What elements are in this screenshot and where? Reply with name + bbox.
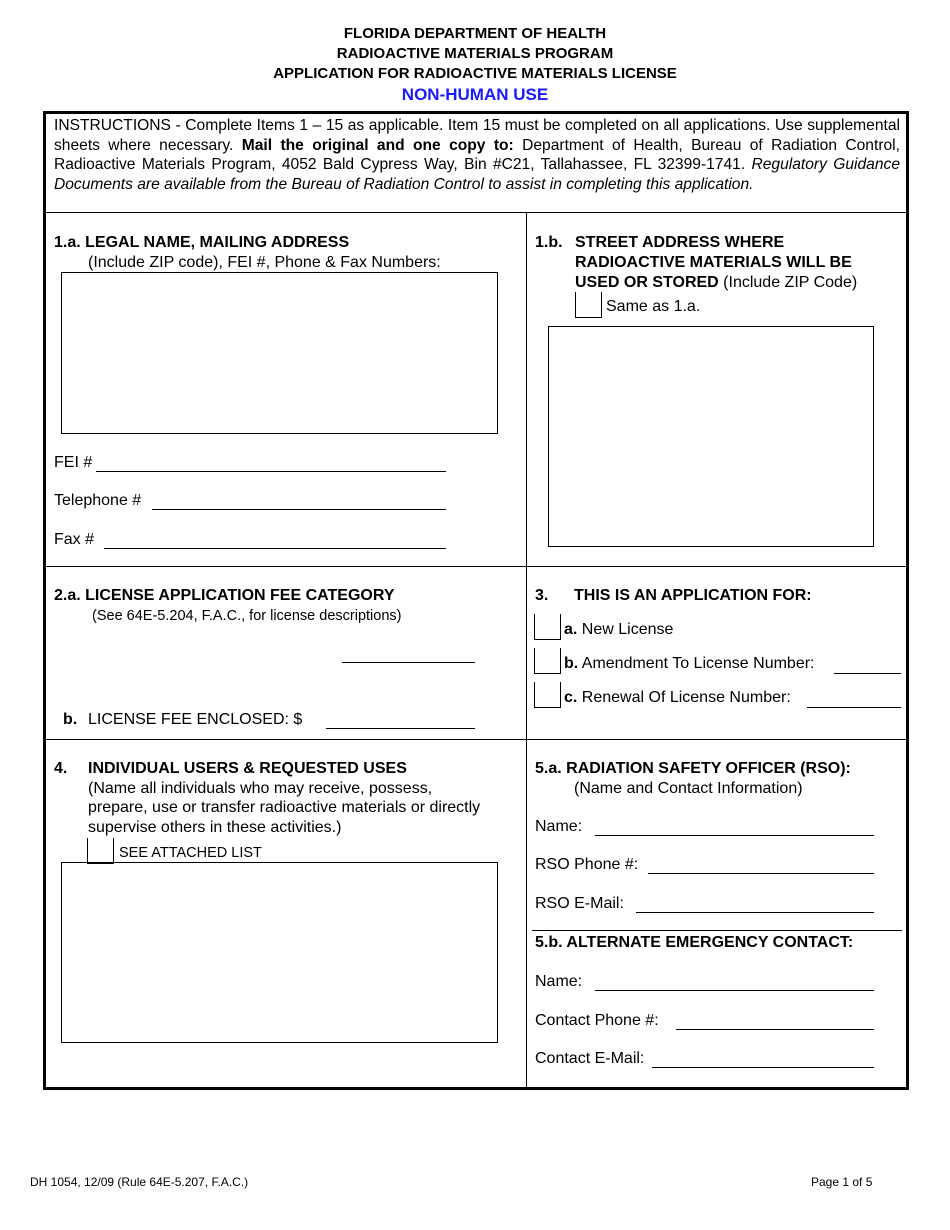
s1b-title-line2: RADIOACTIVE MATERIALS WILL BE [575, 254, 852, 271]
divider-h1 [46, 212, 906, 213]
license-fee-label: LICENSE FEE ENCLOSED: $ [88, 711, 303, 728]
s5a-title: 5.a. RADIATION SAFETY OFFICER (RSO): [535, 760, 851, 777]
option-c-letter: c. [564, 689, 578, 706]
rso-name-label: Name: [535, 818, 583, 835]
contact-email-label: Contact E-Mail: [535, 1050, 645, 1067]
divider-v [526, 213, 527, 1087]
header-subtitle: NON-HUMAN USE [401, 85, 549, 104]
contact-name-label: Name: [535, 973, 583, 990]
rso-phone-label: RSO Phone #: [535, 856, 639, 873]
fax-label: Fax # [54, 531, 95, 548]
fax-field[interactable] [104, 530, 446, 549]
s1a-subtitle: (Include ZIP code), FEI #, Phone & Fax Numbers: [88, 254, 441, 271]
s2b-letter: b. [63, 711, 78, 728]
s3-number: 3. [535, 587, 549, 604]
amendment-checkbox[interactable] [534, 648, 561, 674]
instructions-text-2: Department of Health, Bureau of Radiation Control, Radioactive Materials Program, 4052 Bald Cypress Way, Bin #C21, Tallahassee, FL 32399-1741. [54, 136, 900, 173]
s4-line1: (Name all individuals who may receive, possess, [88, 780, 433, 797]
header-program: RADIOACTIVE MATERIALS PROGRAM [336, 45, 614, 62]
renewal-label: Renewal Of License Number: [577, 689, 791, 706]
renewal-license-number-field[interactable] [807, 689, 901, 708]
s1a-title: 1.a. LEGAL NAME, MAILING ADDRESS [54, 234, 350, 251]
s2a-title: 2.a. LICENSE APPLICATION FEE CATEGORY [54, 587, 395, 604]
s1b-title-line3: USED OR STORED [575, 274, 719, 291]
contact-email-field[interactable] [652, 1049, 874, 1068]
instructions-text-1: INSTRUCTIONS - Complete Items 1 – 15 as applicable. Item 15 must be completed on all applications. Use supplemental sheets where necessary. [54, 117, 900, 154]
instructions-guidance: Regulatory Guidance Documents are available from the Bureau of Radiation Control to assist in completing this application. [54, 156, 900, 193]
instructions-mail-label: Mail the original and one copy to: [241, 136, 514, 154]
s3-title: THIS IS AN APPLICATION FOR: [574, 587, 812, 604]
legal-name-address-box[interactable] [61, 272, 498, 434]
s5a-subtitle: (Name and Contact Information) [574, 780, 803, 797]
new-license-checkbox[interactable] [534, 614, 561, 640]
rso-name-field[interactable] [595, 817, 874, 836]
s4-line2: prepare, use or transfer radioactive materials or directly [88, 799, 481, 816]
divider-5b [532, 930, 902, 931]
option-a-letter: a. [564, 621, 578, 638]
fee-category-field[interactable] [342, 644, 475, 663]
rso-email-field[interactable] [636, 894, 874, 913]
s5b-title: 5.b. ALTERNATE EMERGENCY CONTACT: [535, 934, 854, 951]
s1b-zip-note: (Include ZIP Code) [718, 274, 858, 291]
s2a-subtitle: (See 64E-5.204, F.A.C., for license descriptions) [92, 608, 402, 624]
s4-line3: supervise others in these activities.) [88, 819, 342, 836]
fei-field[interactable] [96, 453, 446, 472]
rso-phone-field[interactable] [648, 855, 874, 874]
same-as-1a-label: Same as 1.a. [606, 298, 701, 315]
instructions [54, 116, 900, 194]
divider-h2 [46, 566, 906, 567]
see-attached-list-label: SEE ATTACHED LIST [119, 845, 262, 861]
same-as-1a-checkbox[interactable] [575, 292, 602, 318]
form-header [0, 24, 950, 106]
street-address-box[interactable] [548, 326, 874, 547]
fei-label: FEI # [54, 454, 93, 471]
license-fee-field[interactable] [326, 710, 475, 729]
contact-phone-field[interactable] [676, 1011, 874, 1030]
new-license-label: New License [577, 621, 674, 638]
contact-name-field[interactable] [595, 972, 874, 991]
s4-number: 4. [54, 760, 68, 777]
s1b-title-line1: STREET ADDRESS WHERE [575, 234, 785, 251]
amendment-license-number-field[interactable] [834, 655, 901, 674]
option-b-letter: b. [564, 655, 579, 672]
individual-users-box[interactable] [61, 862, 498, 1043]
divider-h3 [46, 739, 906, 740]
form-id: DH 1054, 12/09 (Rule 64E-5.207, F.A.C.) [30, 1175, 249, 1189]
header-form-title: APPLICATION FOR RADIOACTIVE MATERIALS LICENSE [273, 65, 677, 82]
amendment-label: Amendment To License Number: [578, 655, 815, 672]
s1b-number: 1.b. [535, 234, 563, 251]
see-attached-list-checkbox[interactable] [87, 838, 114, 864]
contact-phone-label: Contact Phone #: [535, 1012, 659, 1029]
telephone-field[interactable] [152, 491, 446, 510]
s4-title: INDIVIDUAL USERS & REQUESTED USES [88, 760, 407, 777]
renewal-checkbox[interactable] [534, 682, 561, 708]
rso-email-label: RSO E-Mail: [535, 895, 624, 912]
telephone-label: Telephone # [54, 492, 142, 509]
page-number: Page 1 of 5 [811, 1175, 873, 1189]
header-department: FLORIDA DEPARTMENT OF HEALTH [343, 25, 607, 42]
